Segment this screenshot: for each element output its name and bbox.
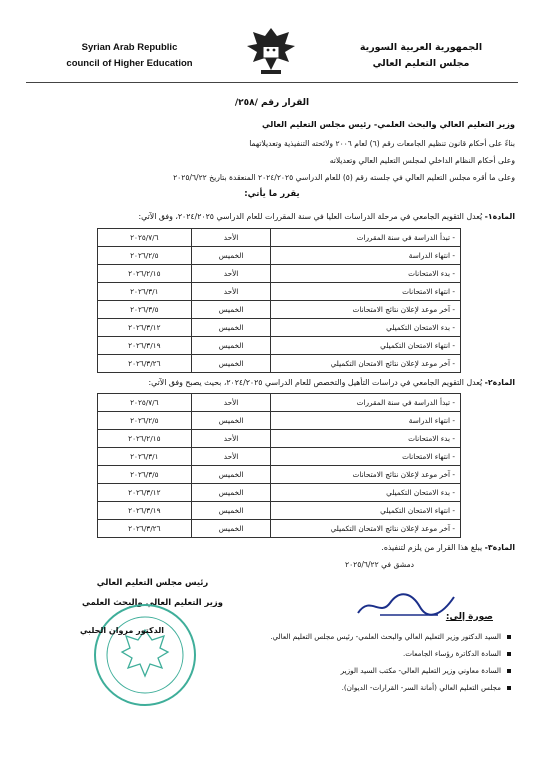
article-2-label: المادة٢-: [484, 378, 515, 387]
signature-title-2: وزير التعليم العالي والبحث العلمي: [82, 597, 223, 607]
table-row: [98, 520, 461, 538]
copy-recipient: السادة معاوني وزير التعليم العالي- مكتب السيد الوزير: [340, 666, 501, 675]
day-cell: الخميس: [191, 355, 271, 373]
article-2: [148, 378, 515, 387]
preamble-line-1: بناءً على أحكام قانون تنظيم الجامعات رقم (٦) لعام ٢٠٠٦ ولائحته التنفيذية وتعديلاتهما: [249, 139, 515, 148]
official-seal-stamp-icon: [90, 600, 200, 710]
day-cell: الخميس: [191, 520, 271, 538]
preamble-line-2: وعلى أحكام النظام الداخلي لمجلس التعليم العالي وتعديلاته: [329, 156, 515, 165]
day-cell: الأحد: [191, 448, 271, 466]
list-item: [201, 683, 511, 692]
day-cell: الأحد: [191, 430, 271, 448]
header-arabic: [341, 40, 501, 72]
schedule-table-2: [97, 393, 461, 538]
day-cell: الأحد: [191, 283, 271, 301]
event-cell: - بدء الامتحان التكميلي: [271, 484, 461, 502]
day-cell: الخميس: [191, 484, 271, 502]
signatory-name: الدكتور مروان الحلبي: [79, 626, 165, 635]
day-cell: الأحد: [191, 265, 271, 283]
table-row: [98, 247, 461, 265]
day-cell: الخميس: [191, 412, 271, 430]
event-cell: - بدء الامتحانات: [271, 430, 461, 448]
list-item: [201, 649, 511, 658]
event-cell: - انتهاء الامتحان التكميلي: [271, 337, 461, 355]
day-cell: الخميس: [191, 301, 271, 319]
date-cell: ٢٠٢٦/٣/١٩: [98, 502, 192, 520]
event-cell: - بدء الامتحان التكميلي: [271, 319, 461, 337]
table-row: [98, 394, 461, 412]
signature-title-1: رئيس مجلس التعليم العالي: [96, 577, 209, 587]
schedule-table-1: [97, 228, 461, 373]
header-en-country: Syrian Arab Republic: [81, 42, 178, 53]
bullet-icon: [507, 635, 511, 639]
event-cell: - آخر موعد لإعلان نتائج الامتحانات: [271, 466, 461, 484]
day-cell: الخميس: [191, 247, 271, 265]
table-row: [98, 229, 461, 247]
table-row: [98, 484, 461, 502]
header-ar-country: الجمهورية العربية السورية: [359, 42, 483, 53]
copies-list: [201, 632, 511, 700]
date-cell: ٢٠٢٥/٧/٦: [98, 229, 192, 247]
header-divider: [26, 82, 518, 83]
table-row: [98, 337, 461, 355]
place-date: دمشق في ٢٠٢٥/٦/٢٢: [345, 560, 415, 569]
article-3-label: المادة٣-: [484, 543, 515, 552]
date-cell: ٢٠٢٦/٣/١٢: [98, 319, 192, 337]
table-row: [98, 502, 461, 520]
table-row: [98, 301, 461, 319]
article-3-text: يبلغ هذا القرار من يلزم لتنفيذه.: [381, 543, 483, 552]
date-cell: ٢٠٢٦/٢/٥: [98, 247, 192, 265]
day-cell: الأحد: [191, 394, 271, 412]
date-cell: ٢٠٢٦/٣/١: [98, 448, 192, 466]
copy-recipient: مجلس التعليم العالي (أمانة السر- القرارات- الديوان).: [341, 683, 501, 692]
decides-heading: يقرر ما يأتي:: [244, 189, 300, 199]
event-cell: - تبدأ الدراسة في سنة المقررات: [271, 394, 461, 412]
bullet-icon: [507, 669, 511, 673]
list-item: [201, 666, 511, 675]
bullet-icon: [507, 686, 511, 690]
event-cell: - انتهاء الامتحانات: [271, 283, 461, 301]
handwritten-signature-icon: [350, 585, 460, 625]
day-cell: الخميس: [191, 466, 271, 484]
copies-title: صورة إلى:: [445, 612, 493, 622]
day-cell: الخميس: [191, 502, 271, 520]
preamble-minister: وزير التعليم العالي والبحث العلمي- رئيس مجلس التعليم العالي: [261, 119, 515, 129]
day-cell: الخميس: [191, 337, 271, 355]
decree-number: القرار رقم /٢٥٨/: [234, 98, 310, 108]
table-row: [98, 319, 461, 337]
event-cell: - انتهاء الدراسة: [271, 247, 461, 265]
date-cell: ٢٠٢٦/٣/٢٦: [98, 355, 192, 373]
day-cell: الخميس: [191, 319, 271, 337]
day-cell: الأحد: [191, 229, 271, 247]
table-row: [98, 283, 461, 301]
event-cell: - آخر موعد لإعلان نتائج الامتحان التكميلي: [271, 355, 461, 373]
date-cell: ٢٠٢٦/٢/١٥: [98, 265, 192, 283]
date-cell: ٢٠٢٦/٣/٢٦: [98, 520, 192, 538]
date-cell: ٢٠٢٦/٣/٥: [98, 466, 192, 484]
table-row: [98, 430, 461, 448]
article-2-text: يُعدل التقويم الجامعي في دراسات التأهيل والتخصص للعام الدراسي ٢٠٢٤/٢٠٢٥، بحيث يصبح وفق الآتي:: [148, 378, 483, 387]
date-cell: ٢٠٢٥/٧/٦: [98, 394, 192, 412]
date-cell: ٢٠٢٦/٢/٥: [98, 412, 192, 430]
event-cell: - آخر موعد لإعلان نتائج الامتحانات: [271, 301, 461, 319]
table-row: [98, 265, 461, 283]
bullet-icon: [507, 652, 511, 656]
table-row: [98, 448, 461, 466]
header-english: [42, 40, 217, 72]
event-cell: - انتهاء الامتحان التكميلي: [271, 502, 461, 520]
date-cell: ٢٠٢٦/٣/١٩: [98, 337, 192, 355]
date-cell: ٢٠٢٦/٢/١٥: [98, 430, 192, 448]
event-cell: - انتهاء الدراسة: [271, 412, 461, 430]
event-cell: - بدء الامتحانات: [271, 265, 461, 283]
table-row: [98, 412, 461, 430]
copy-recipient: السيد الدكتور وزير التعليم العالي والبحث العلمي- رئيس مجلس التعليم العالي.: [270, 632, 501, 641]
header-en-council: council of Higher Education: [66, 58, 193, 69]
date-cell: ٢٠٢٦/٣/١: [98, 283, 192, 301]
event-cell: - آخر موعد لإعلان نتائج الامتحان التكميلي: [271, 520, 461, 538]
event-cell: - انتهاء الامتحانات: [271, 448, 461, 466]
header-ar-council: مجلس التعليم العالي: [372, 58, 470, 69]
article-1-text: يُعدل التقويم الجامعي في مرحلة الدراسات العليا في سنة المقررات للعام الدراسي ٢٠٢٤/٢٠٢٥، وفق الآتي:: [138, 212, 483, 221]
date-cell: ٢٠٢٦/٣/١٢: [98, 484, 192, 502]
date-cell: ٢٠٢٦/٣/٥: [98, 301, 192, 319]
table-row: [98, 466, 461, 484]
preamble-line-3: وعلى ما أقره مجلس التعليم العالي في جلسته رقم (٥) للعام الدراسي ٢٠٢٤/٢٠٢٥ المنعقدة بتاريخ ٢٠٢٥/٦/٢٢: [173, 173, 515, 182]
syrian-eagle-emblem-icon: [243, 22, 299, 80]
article-1: [138, 212, 515, 221]
list-item: [201, 632, 511, 641]
article-3: [381, 543, 515, 552]
table-row: [98, 355, 461, 373]
event-cell: - تبدأ الدراسة في سنة المقررات: [271, 229, 461, 247]
article-1-label: المادة١-: [484, 212, 515, 221]
copy-recipient: السادة الدكاترة رؤساء الجامعات.: [402, 649, 501, 658]
